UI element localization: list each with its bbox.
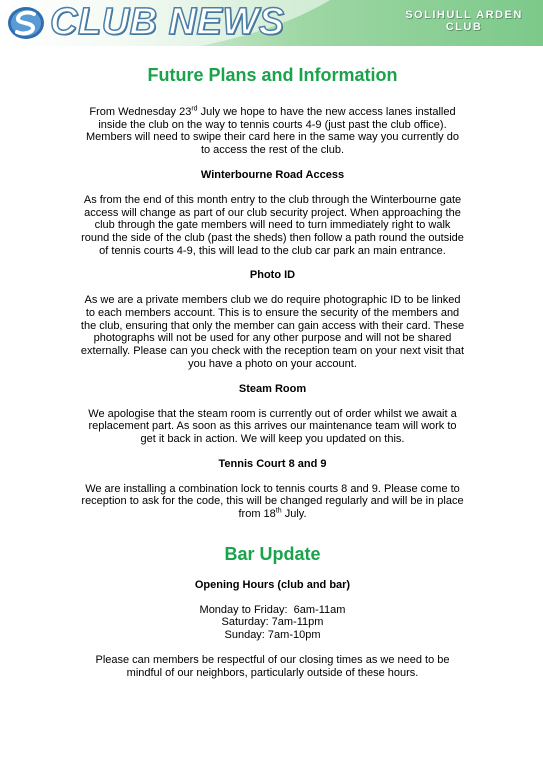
newsletter-title: CLUB NEWS xyxy=(50,1,285,43)
future-plans-heading: Future Plans and Information xyxy=(147,65,398,85)
ordinal-suffix: th xyxy=(275,507,282,515)
opening-hours-heading: Opening Hours (club and bar) xyxy=(194,578,351,591)
club-name-line1: SOLIHULL ARDEN xyxy=(405,9,523,21)
steam-room-paragraph: We apologise that the steam room is currently out of order whilst we await a replacement part. As soon as this arrives our maintenance team will work to get it back in action. We will keep you updated on this. xyxy=(88,407,457,445)
steam-room-heading: Steam Room xyxy=(238,382,307,395)
closing-times-note: Please can members be respectful of our closing times as we need to be mindful of our neighbors, particularly outside of these hours. xyxy=(95,653,450,679)
tennis-court-paragraph: We are installing a combination lock to tennis courts 8 and 9. Please come to reception to ask for the code, this will be changed regularly and will be in place from 18th July. xyxy=(81,482,464,521)
club-name-line2: CLUB xyxy=(445,21,483,33)
club-logo-icon xyxy=(6,5,46,41)
hours-sunday: Sunday: 7am-10pm xyxy=(224,629,321,642)
club-name xyxy=(399,9,529,33)
access-lanes-paragraph: From Wednesday 23rd July we hope to have the new access lanes installed inside the club on the way to tennis courts 4-9 (just past the club office). Members will need to swipe their card here in the same way you currently do to access the rest of the club. xyxy=(86,105,459,157)
hours-saturday: Saturday: 7am-11pm xyxy=(221,616,324,629)
winterbourne-heading: Winterbourne Road Access xyxy=(200,168,345,181)
winterbourne-paragraph: As from the end of this month entry to the club through the Winterbourne gate access will change as part of our club security project. When approaching the club through the gate members will need to turn immediately right to walk round the side of the club (past the sheds) then follow a path round the outside of tennis courts 4-9, this will lead to the club car park an main entrance. xyxy=(81,193,464,257)
hours-weekday: Monday to Friday: 6am-11am xyxy=(199,603,346,616)
bar-update-heading: Bar Update xyxy=(224,543,321,564)
photo-id-heading: Photo ID xyxy=(249,269,296,282)
ordinal-suffix: rd xyxy=(191,105,198,113)
newsletter-body xyxy=(80,64,465,679)
newsletter-banner xyxy=(0,0,543,46)
photo-id-paragraph: As we are a private members club we do require photographic ID to be linked to each members account. This is to ensure the security of the members and the club, ensuring that only the member can gain access with their card. These photographs will not be used for any other purpose and will not be shared externally. Please can you check with the reception team on your next visit that you have a photo on your account. xyxy=(80,294,465,370)
tennis-court-heading: Tennis Court 8 and 9 xyxy=(218,457,327,470)
